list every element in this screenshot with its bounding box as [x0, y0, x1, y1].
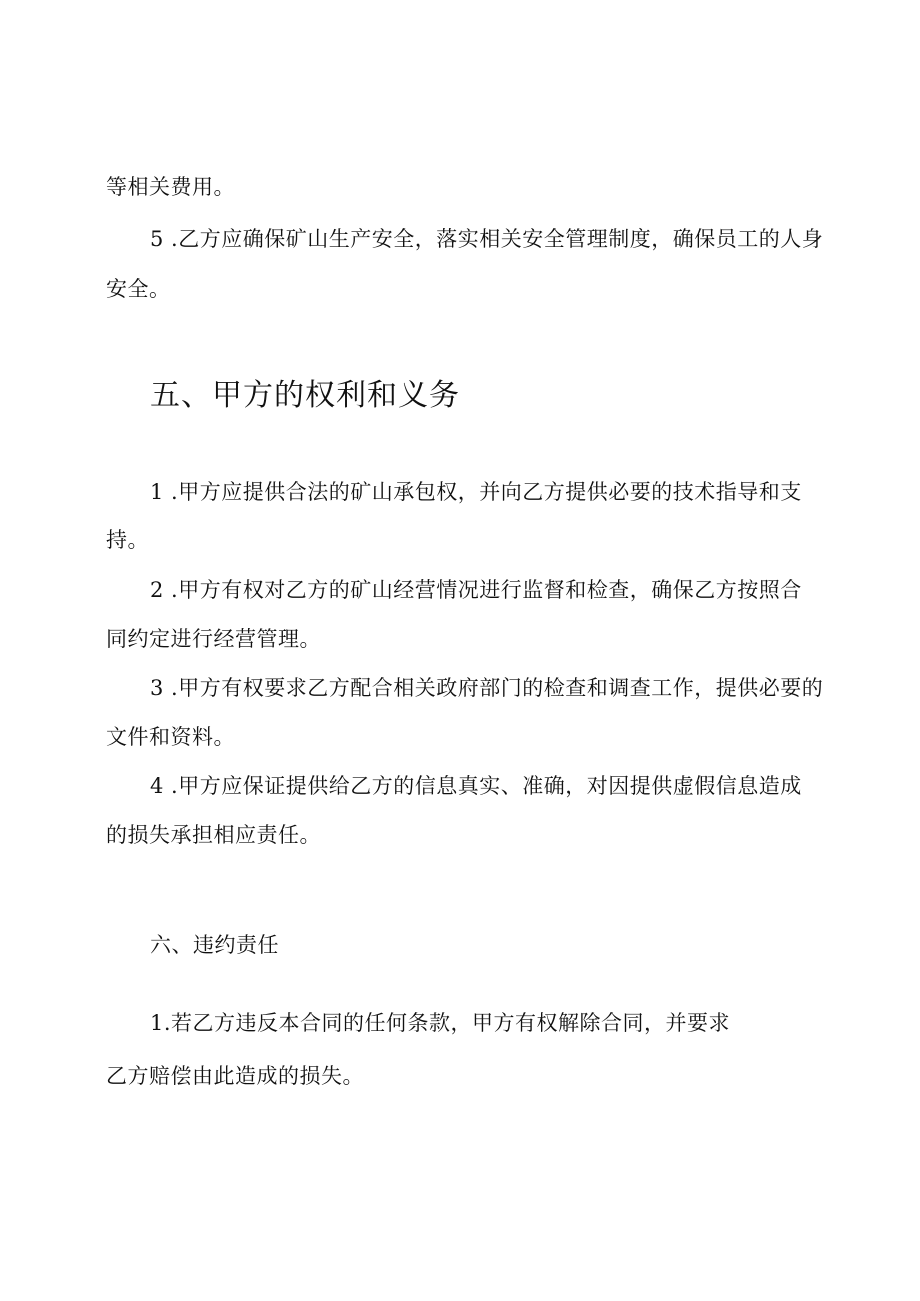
clause-line-1: 1 .甲方应提供合法的矿山承包权，并向乙方提供必要的技术指导和支 [150, 480, 802, 504]
clause-line-1: 1.若乙方违反本合同的任何条款，甲方有权解除合同，并要求 [150, 1011, 731, 1035]
section-5-heading: 五、甲方的权利和义务 [150, 378, 460, 413]
section-6-heading: 六、违约责任 [150, 933, 279, 957]
clause-line-1: 3 .甲方有权要求乙方配合相关政府部门的检查和调查工作，提供必要的 [150, 676, 824, 700]
clause-line-2: 乙方赔偿由此造成的损失。 [106, 1064, 364, 1088]
clause-line-1: 5 .乙方应确保矿山生产安全，落实相关安全管理制度，确保员工的人身 [150, 227, 824, 251]
clause-line-2: 的损失承担相应责任。 [106, 823, 321, 847]
clause-line-2: 文件和资料。 [106, 725, 235, 749]
clause-line-2: 持。 [106, 528, 149, 552]
clause-line-1: 2 .甲方有权对乙方的矿山经营情况进行监督和检查，确保乙方按照合 [150, 578, 802, 602]
clause-line-2: 同约定进行经营管理。 [106, 627, 321, 651]
clause-line-1: 4 .甲方应保证提供给乙方的信息真实、准确，对因提供虚假信息造成 [150, 774, 802, 798]
clause-line-2: 安全。 [106, 277, 171, 301]
carryover-text: 等相关费用。 [106, 175, 235, 199]
